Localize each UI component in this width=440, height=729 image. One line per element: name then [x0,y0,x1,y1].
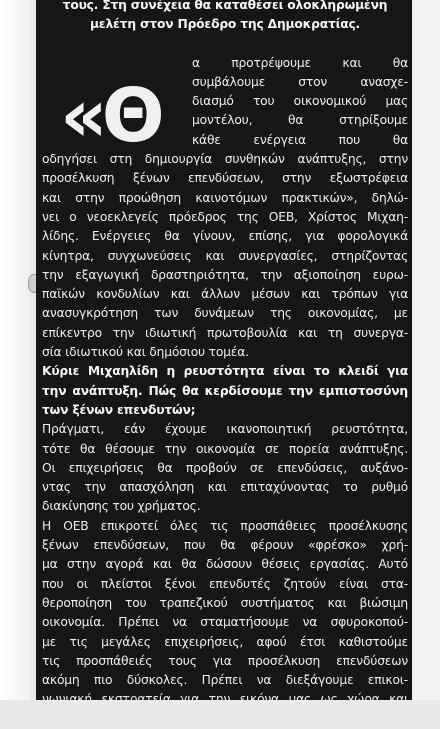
spacer [42,35,408,54]
header-line: μελέτη στον Πρόεδρο της Δημοκρατίας. [89,17,361,32]
article-column [36,0,412,726]
header-line: τους. Στη συνέχεια θα καταθέσει ολοκληρωμένη [62,0,388,12]
answer-line: οικονομία. Πρέπει να σταματήσουμε να σφυροκοπού- [42,615,408,630]
body-line: επίκεντρο την ιδιωτική πρωτοβουλία και τη συνεργα- [42,325,408,340]
body-line: την εξαγωγική δραστηριότητα, την αξιοποίηση ευρω- [42,267,408,282]
answer-line: που οι πλείστοι ξένοι επενδυτές ζητούν είναι στα- [42,576,408,591]
answer-line: Η ΟΕΒ επικροτεί όλες τις προσπάθειες προσέλκυσης [42,518,408,533]
answer-line: νωνιακή εκστρατεία για την εικόνα μας ως χώρα και [42,692,408,707]
body-line: προσέλκυση ξένων επενδύσεων, στην εξωστρέφεια [42,171,408,186]
answer-line: θεροποίηση του τραπεζικού συστήματος και βιώσιμη [42,595,408,610]
answer-line: διακίνησης του χρήματος. [42,499,201,514]
body-line: κίνητρα, συγχωνεύσεις και συνεργασίες, στηρίζοντας [42,248,408,263]
answer-line: τις προσπάθειές τους για προσέλκυση επενδύσεων [42,653,408,668]
body-line: λίδης. Ενέργειες θα γίνουν, επίσης, για φορολογικά [42,229,408,244]
question-line: των ξένων επενδυτών; [42,402,196,417]
answer-line: ακόμη πιο δύσκολες. Πρέπει να διεξάγουμε επικοι- [42,673,408,688]
scan-margin-left [0,0,30,700]
dropcap-line: κάθε ενέργεια που θα [192,132,408,147]
body-line: σία ιδιωτικού και δημόσιου τομέα. [42,345,249,360]
scan-margin-right [413,0,440,700]
answer-line: ξένων επενδύσεων, που θα φέρουν «φρέσκο» χρή- [42,538,408,553]
drop-cap-quote: «Θ [60,73,159,159]
dropcap-line: μοντέλου, θα στηρίξουμε [192,113,408,128]
answer-line: τότε θα θέσουμε την οικονομία σε πορεία ανάπτυξης. [42,441,408,456]
dropcap-line: α προτρέψουμε και θα [192,55,408,70]
answer-line: επιχειρηματικό - επενδυτικό κέντρο. Καθοριστικής [42,711,408,726]
body-line: και στην προώθηση καινοτόμων πρακτικών», δηλώ- [42,190,408,205]
answer-line: με τις μεγάλες επιχειρήσεις, αφού έτσι καθιστούμε [42,634,408,649]
body-line: παϊκών κονδυλίων και άλλων μέσων και τρόπων για [42,287,408,302]
question-line: την ανάπτυξη. Πώς θα κερδίσουμε την εμπιστοσύνη [42,383,408,398]
body-line: οδηγήσει στη δημιουργία συνθηκών ανάπτυξης, στην [42,152,408,167]
body-line: ανασυγκρότηση των δυνάμεων της οικονομίας, με [42,306,408,321]
answer-line: μα στην αγορά και θα δώσουν θέσεις εργασίας. Αυτό [42,557,408,572]
dropcap-line: διασμό του οικονομικού μας [192,94,408,109]
answer-line: ντας την απασχόληση και επιταχύνοντας το ρυθμό [42,480,408,495]
dropcap-line: συμβάλουμε στον ανασχε- [192,74,408,89]
answer-line: Οι επιχειρήσεις θα προβούν σε επενδύσεις, αυξάνο- [42,460,408,475]
question-line: Κύριε Μιχαηλίδη η ρευστότητα είναι το κλειδί για [42,364,408,379]
answer-line: Πράγματι, εάν έχουμε ικανοποιητική ρευστότητα, [42,422,408,437]
body-line: νει ο νεοεκλεγείς πρόεδρος της ΟΕΒ, Χρίστος Μιχαη- [42,209,408,224]
